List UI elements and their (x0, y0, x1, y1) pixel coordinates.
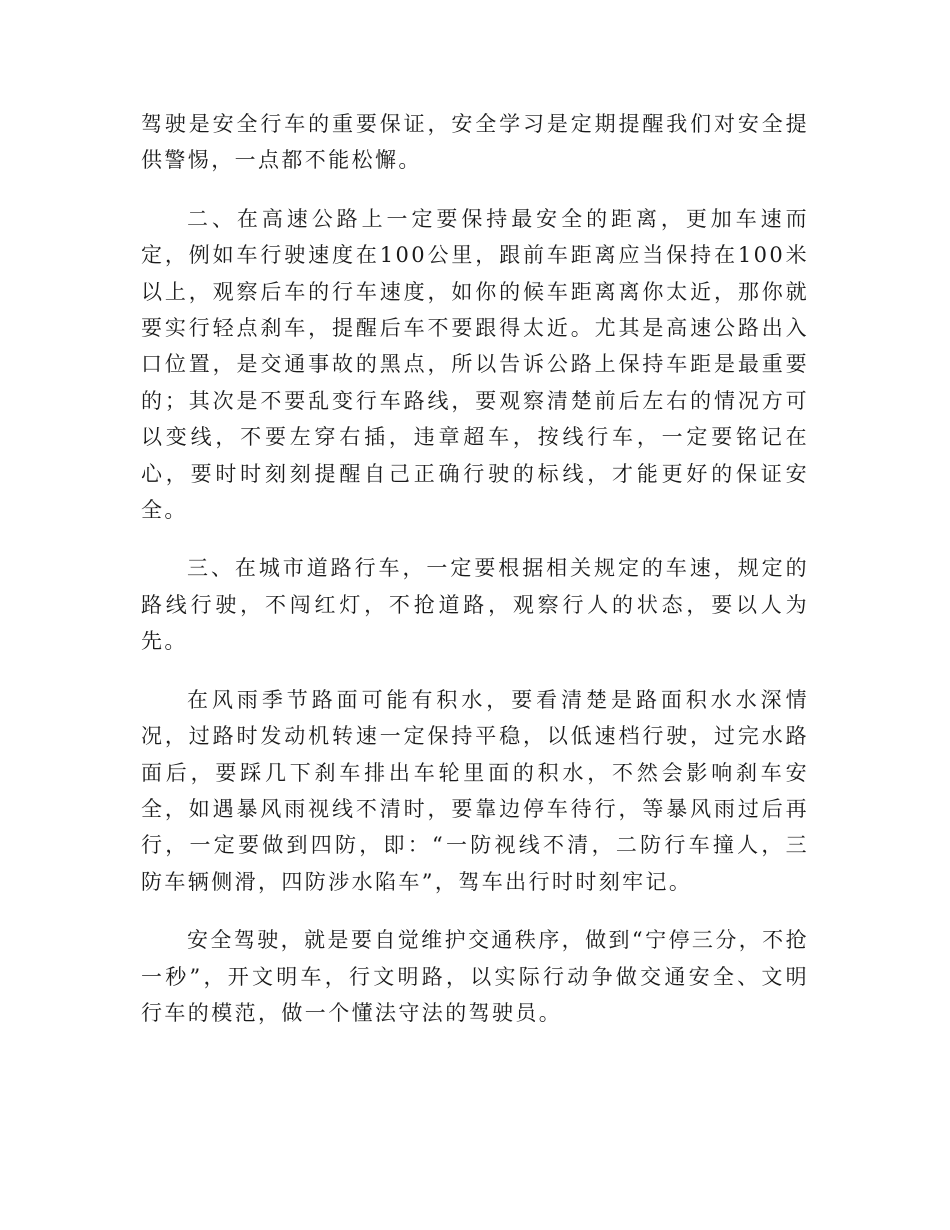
document-body (141, 106, 809, 1053)
paragraph-3: 三、在城市道路行车，一定要根据相关规定的车速，规定的路线行驶，不闯红灯，不抢道路，观察行人的状态，要以人为先。 (141, 556, 809, 654)
paragraph-4: 在风雨季节路面可能有积水，要看清楚是路面积水水深情况，过路时发动机转速一定保持平稳，以低速档行驶，过完水路面后，要踩几下刹车排出车轮里面的积水，不然会影响刹车安全，如遇暴风雨视线不清时，要靠边停车待行，等暴风雨过后再行，一定要做到四防，即：“一防视线不清，二防行车撞人，三防车辆侧滑，四防涉水陷车”，驾车出行时时刻牢记。 (141, 687, 809, 894)
paragraph-5: 安全驾驶，就是要自觉维护交通秩序，做到“宁停三分，不抢一秒”，开文明车，行文明路，以实际行动争做交通安全、文明行车的模范，做一个懂法守法的驾驶员。 (141, 928, 809, 1025)
paragraph-1: 驾驶是安全行车的重要保证，安全学习是定期提醒我们对安全提供警惕，一点都不能松懈。 (141, 112, 809, 173)
paragraph-2: 二、在高速公路上一定要保持最安全的距离，更加车速而定，例如车行驶速度在100公里，跟前车距离应当保持在100米以上，观察后车的行车速度，如你的候车距离离你太近，那你就要实行轻点刹车，提醒后车不要跟得太近。尤其是高速公路出入口位置，是交通事故的黑点，所以告诉公路上保持车距是最重要的；其次是不要乱变行车路线，要观察清楚前后左右的情况方可以变线，不要左穿右插，违章超车，按线行车，一定要铭记在心，要时时刻刻提醒自己正确行驶的标线，才能更好的保证安全。 (141, 206, 809, 523)
